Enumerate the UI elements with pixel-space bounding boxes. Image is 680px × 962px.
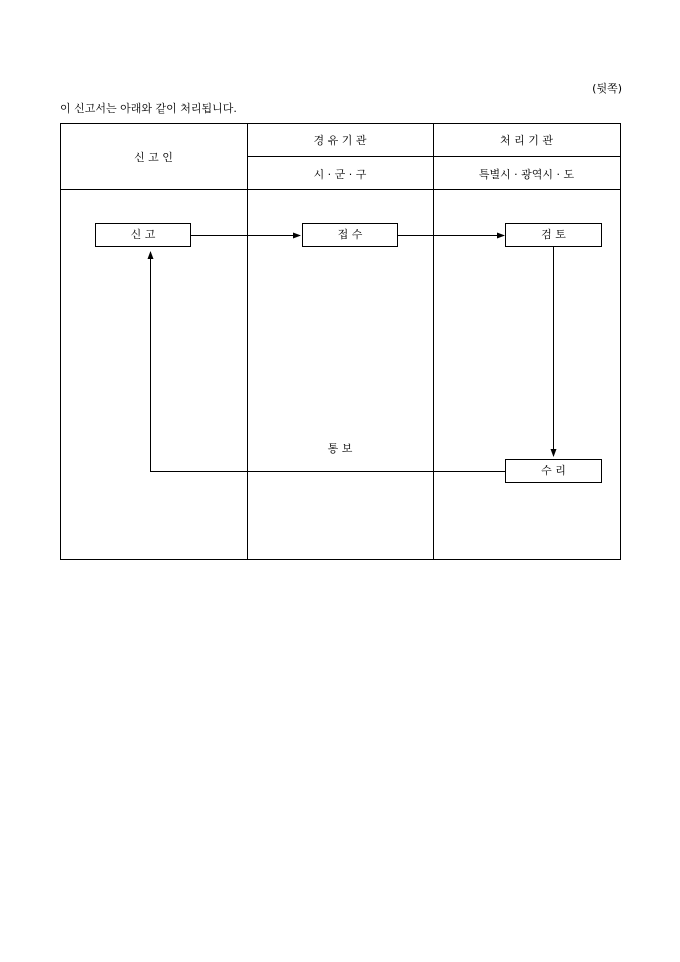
- page-label: (뒷쪽): [592, 82, 622, 95]
- header-via-agency: 경 유 기 관: [313, 134, 367, 147]
- header-processing-agency: 처 리 기 관: [500, 134, 553, 147]
- arrow-accept-to-report: [151, 252, 506, 472]
- flow-box-review: 검 토: [505, 223, 602, 247]
- header-processing-agency-sub: 특별시 · 광역시 · 도: [478, 168, 575, 181]
- header-via-agency-sub: 시 · 군 · 구: [313, 168, 367, 181]
- header-applicant: 신 고 인: [134, 151, 173, 164]
- flow-box-receipt: 접 수: [302, 223, 398, 247]
- flow-box-report: 신 고: [95, 223, 191, 247]
- flow-box-accept: 수 리: [505, 459, 602, 483]
- flow-label-notify: 통 보: [327, 442, 353, 455]
- intro-text: 이 신고서는 아래와 같이 처리됩니다.: [60, 102, 237, 115]
